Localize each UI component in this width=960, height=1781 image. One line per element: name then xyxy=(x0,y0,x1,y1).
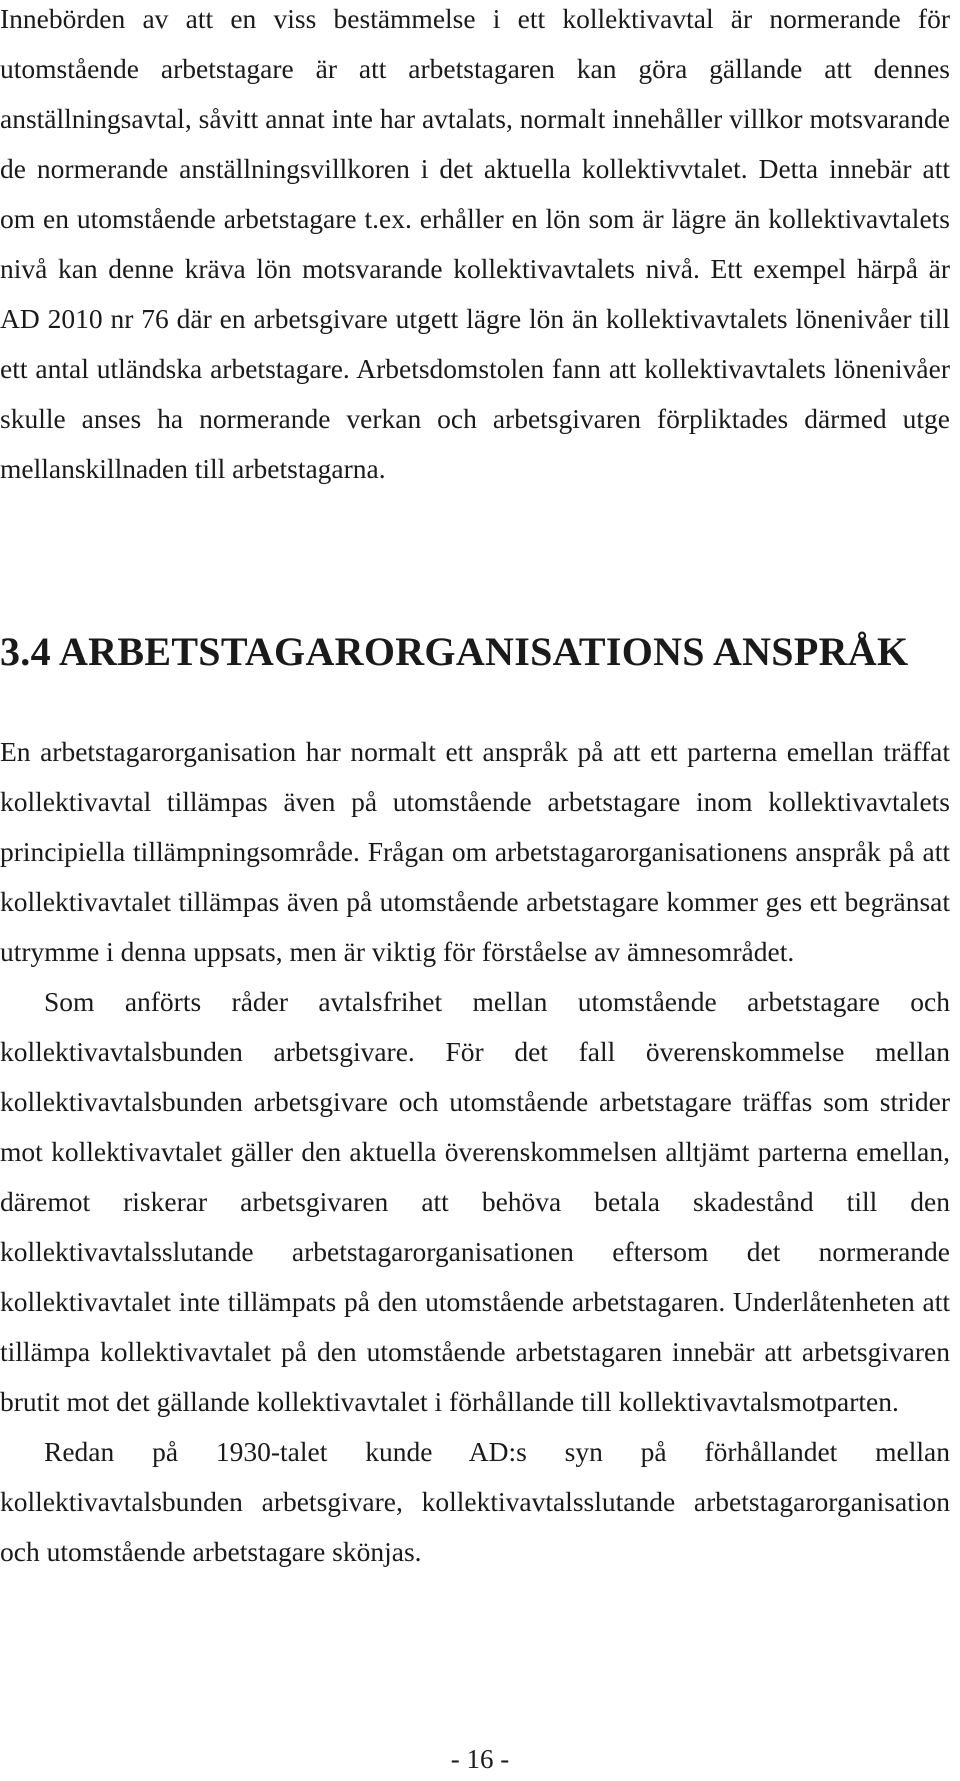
section-text-block xyxy=(0,727,950,1577)
section-heading: 3.4 ARBETSTAGARORGANISATIONS ANSPRÅK xyxy=(0,629,909,674)
section-paragraph-1: En arbetstagarorganisation har normalt ett anspråk på att ett parterna emellan träffat kollektivavtal tillämpas även på utomstående arbetstagare inom kollektivavtalets principiella tillämpningsområde. Frågan om arbetstagarorganisationens anspråk på att kollektivavtalet tillämpas även på utomstående arbetstagare kommer ges ett begränsat utrymme i denna uppsats, men är viktig för förståelse av ämnesområdet. xyxy=(0,736,950,967)
intro-paragraph: Innebörden av att en viss bestämmelse i ett kollektivavtal är normerande för utomstående arbetstagare är att arbetstagaren kan göra gällande att dennes anställningsavtal, såvitt annat inte har avtalats, normalt innehåller villkor motsvarande de normerande anställningsvillkoren i det aktuella kollektivvtalet. Detta innebär att om en utomstående arbetstagare t.ex. erhåller en lön som är lägre än kollektivavtalets nivå kan denne kräva lön motsvarande kollektivavtalets nivå. Ett exempel härpå är AD 2010 nr 76 där en arbetsgivare utgett lägre lön än kollektivavtalets lönenivåer till ett antal utländska arbetstagare. Arbetsdomstolen fann att kollektivavtalets lönenivåer skulle anses ha normerande verkan och arbetsgivaren förpliktades därmed utge mellanskillnaden till arbetstagarna. xyxy=(0,3,950,484)
intro-text-block xyxy=(0,0,950,494)
section-paragraph-3: Redan på 1930-talet kunde AD:s syn på förhållandet mellan kollektivavtalsbunden arbetsgivare, kollektivavtalsslutande arbetstagarorganisation och utomstående arbetstagare skönjas. xyxy=(0,1436,950,1567)
page-number: - 16 - xyxy=(450,1744,510,1774)
section-paragraph-2: Som anförts råder avtalsfrihet mellan utomstående arbetstagare och kollektivavtalsbunden arbetsgivare. För det fall överenskommelse mellan kollektivavtalsbunden arbetsgivare och utomstående arbetstagare träffas som strider mot kollektivavtalet gäller den aktuella överenskommelsen alltjämt parterna emellan, däremot riskerar arbetsgivaren att behöva betala skadestånd till den kollektivavtalsslutande arbetstagarorganisationen eftersom det normerande kollektivavtalet inte tillämpats på den utomstående arbetstagaren. Underlåtenheten att tillämpa kollektivavtalet på den utomstående arbetstagaren innebär att arbetsgivaren brutit mot det gällande kollektivavtalet i förhållande till kollektivavtalsmotparten. xyxy=(0,986,950,1417)
